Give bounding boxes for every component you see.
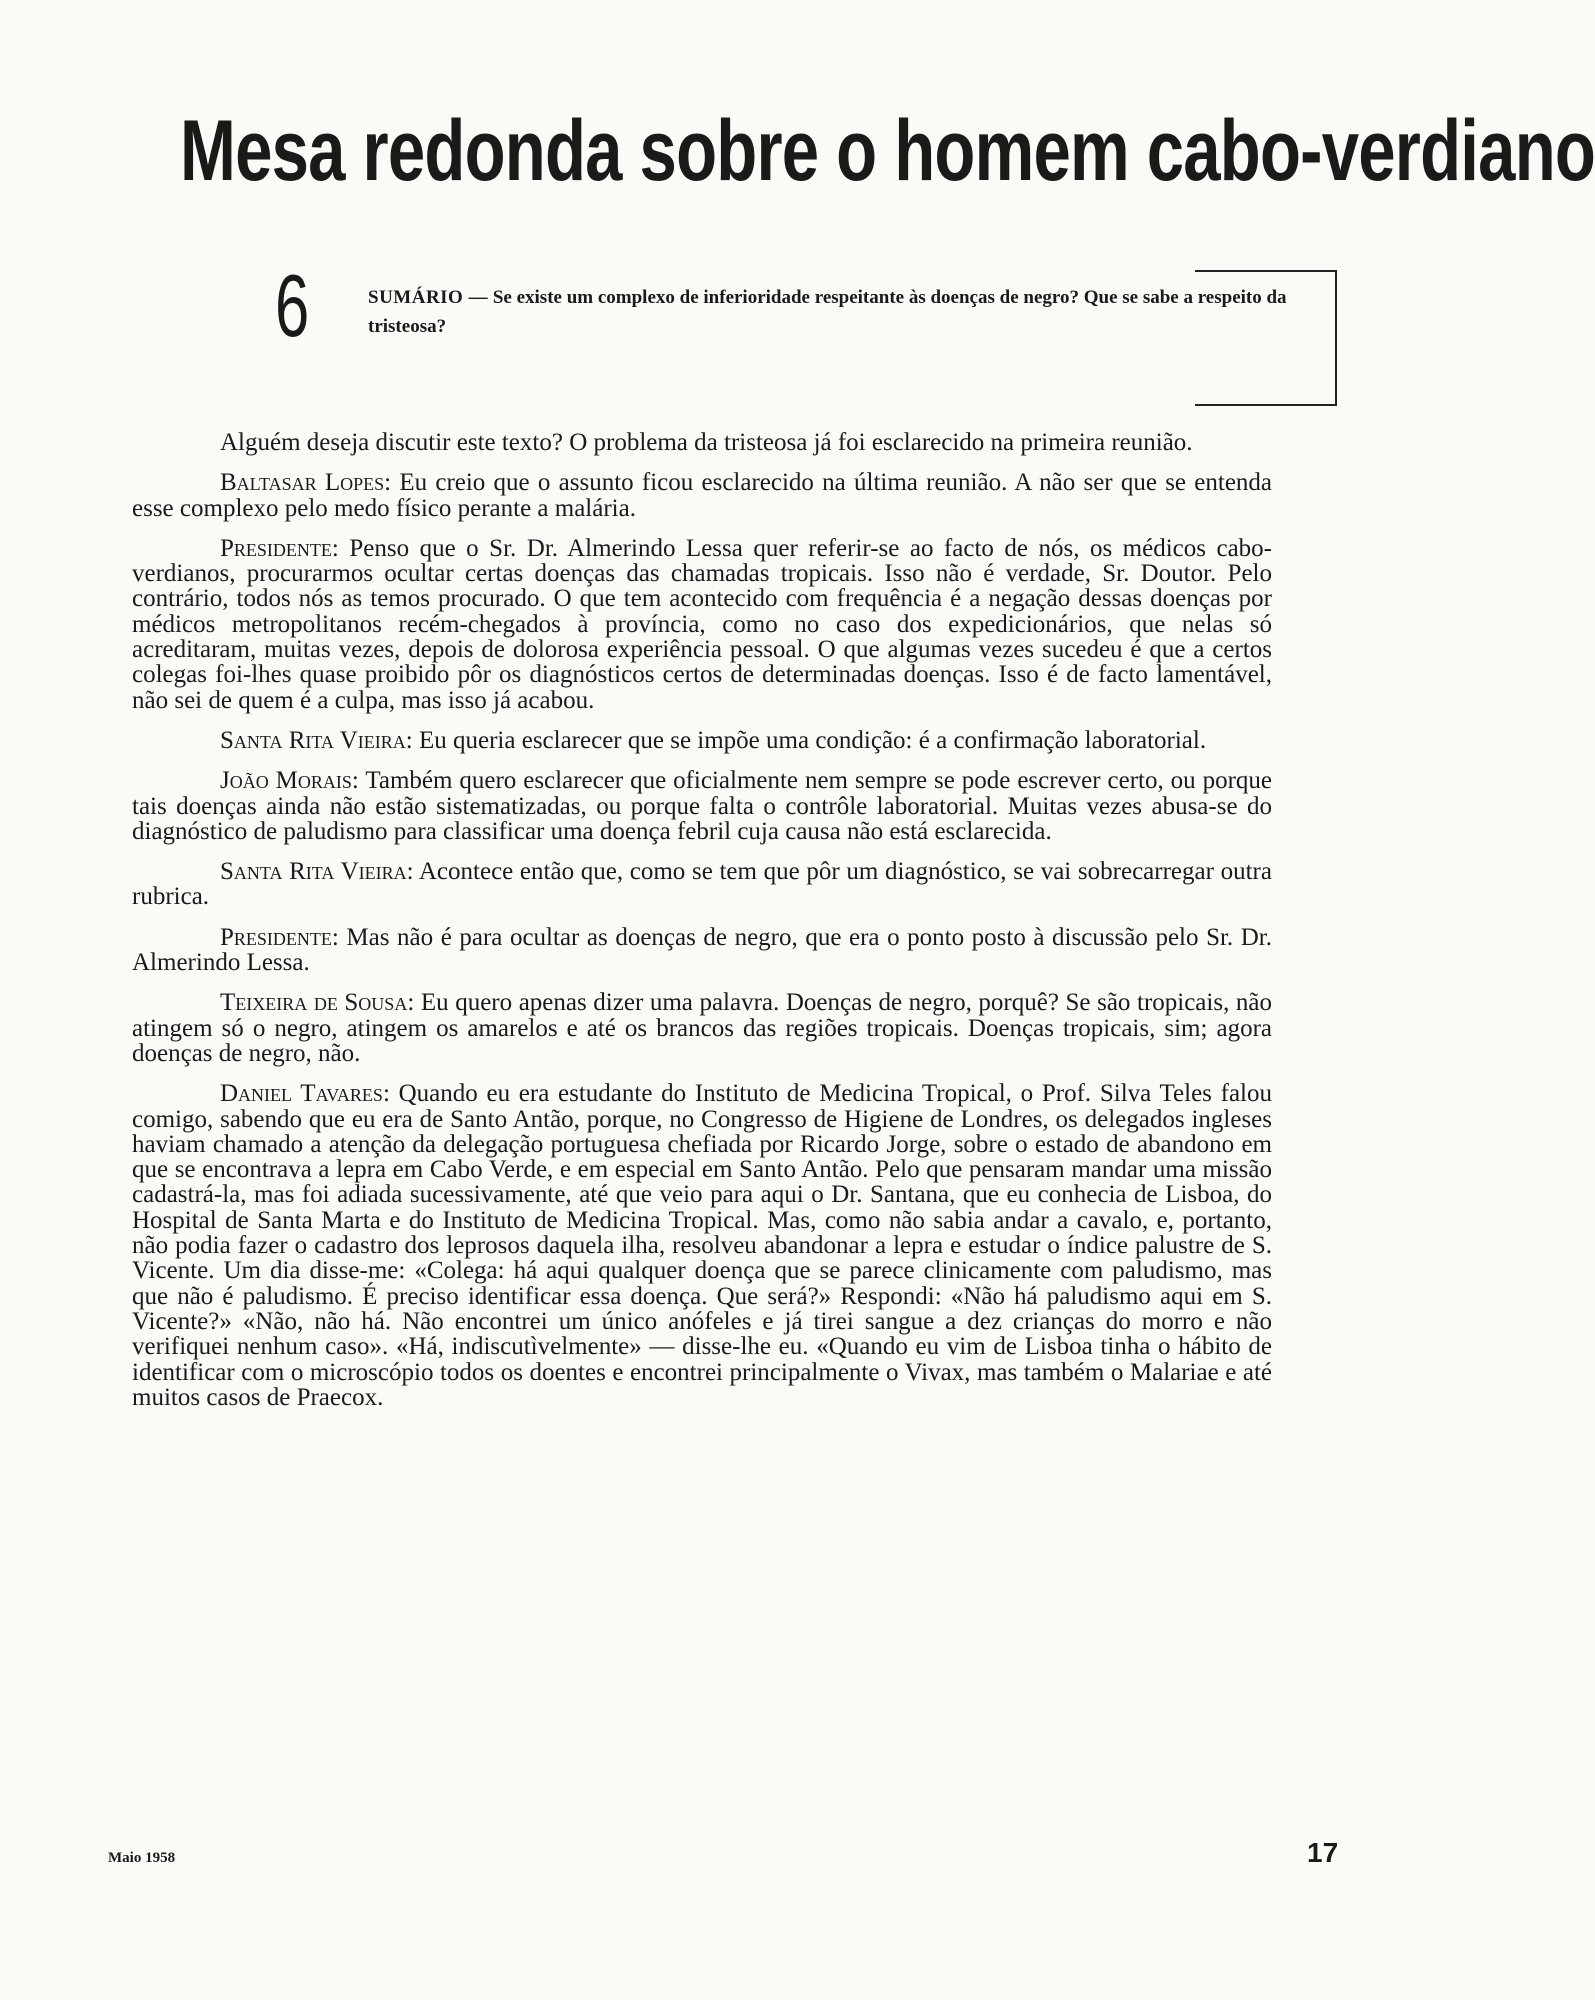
summary-lead: SUMÁRIO —: [368, 287, 489, 308]
paragraph-text: Eu quero apenas dizer uma palavra. Doenças de negro, porquê? Se são tropicais, não atingem só o negro, atingem os amarelos e até os brancos das regiões tropicais. Doenças tropicais, sim; agora doenças de negro, não.: [132, 989, 1272, 1067]
section-number: 6: [275, 256, 310, 355]
article-body: [132, 430, 1272, 1425]
paragraph-text: Penso que o Sr. Dr. Almerindo Lessa quer referir-se ao facto de nós, os médicos cabo-verdianos, procurarmos ocultar certas doenças das chamadas tropicais. Isso não é verdade, Sr. Doutor. Pelo contrário, todos nós as temos procurado. O que tem acontecido com frequência é a negação dessas doenças por médicos metropolitanos recém-chegados à província, como no caso dos expedicionários, que nelas só acreditaram, muitas vezes, depois de dolorosa experiência pessoal. O que algumas vezes sucedeu é que a certos colegas foi-lhes quase proibido pôr os diagnósticos certos de determinadas doenças. Isso é de facto lamentável, não sei de quem é a culpa, mas isso já acabou.: [132, 534, 1273, 714]
speaker-name: Santa Rita Vieira: [220, 858, 407, 886]
paragraph: Santa Rita Vieira: Acontece então que, como se tem que pôr um diagnóstico, se vai sobrecarregar outra rubrica.: [132, 858, 1272, 911]
speaker-name: Baltasar Lopes: [220, 469, 385, 497]
summary-text: Se existe um complexo de inferioridade respeitante às doenças de negro? Que se sabe a respeito da tristeosa?: [368, 287, 1287, 337]
summary-bracket: [1195, 270, 1337, 406]
paragraph-text: Eu creio que o assunto ficou esclarecido na última reunião. A não ser que se entenda esse complexo pelo medo físico perante a malária.: [132, 469, 1273, 522]
speaker-name: Teixeira de Sousa: [220, 989, 408, 1017]
page-title: Mesa redonda sobre o homem cabo-verdiano: [180, 103, 1595, 199]
paragraph: Teixeira de Sousa: Eu quero apenas dizer uma palavra. Doenças de negro, porquê? Se são tropicais, não atingem só o negro, atingem os amarelos e até os brancos das regiões tropicais. Doenças tropicais, sim; agora doenças de negro, não.: [132, 989, 1272, 1067]
paragraph: [132, 430, 1272, 455]
paragraph: Santa Rita Vieira: Eu queria esclarecer que se impõe uma condição: é a confirmação laboratorial.: [220, 726, 1207, 754]
paragraph-text: Alguém deseja discutir este texto? O problema da tristeosa já foi esclarecido na primeira reunião.: [220, 429, 1193, 456]
page-number: 17: [1307, 1837, 1339, 1868]
paragraph: João Morais: Também quero esclarecer que oficialmente nem sempre se pode escrever certo, ou porque tais doenças ainda não estão sistematizadas, ou porque falta o contrôle laboratorial. Muitas vezes abusa-se do diagnóstico de paludismo para classificar uma doença febril cuja causa não está esclarecida.: [132, 767, 1273, 845]
paragraph-text: Quando eu era estudante do Instituto de Medicina Tropical, o Prof. Silva Teles falou comigo, sabendo que eu era de Santo Antão, porque, no Congresso de Higiene de Londres, os delegados ingleses haviam chamado a atenção da delegação portuguesa chefiada por Ricardo Jorge, sobre o estado de abandono em que se encontrava a lepra em Cabo Verde, e em especial em Santo Antão. Pelo que pensaram mandar uma missão cadastrá-la, mas foi adiada sucessivamente, até que veio para aqui o Dr. Santana, que eu conhecia de Lisboa, do Hospital de Santa Marta e do Instituto de Medicina Tropical. Mas, como não sabia andar a cavalo, e, portanto, não podia fazer o cadastro dos leprosos daquela ilha, resolveu abandonar a lepra e estudar o índice palustre de S. Vicente. Um dia disse-me: «Colega: há aqui qualquer doença que se parece clinicamente com paludismo, mas que não é paludismo. É preciso identificar essa doença. Que será?» Respondi: «Não há paludismo aqui em S. Vicente?» «Não, não há. Não encontrei um único anófeles e já tirei sangue a dez crianças do morro e não verifiquei nenhum caso». «Há, indiscutìvelmente» — disse-lhe eu. «Quando eu vim de Lisboa tinha o hábito de identificar com o microscópio todos os doentes e encontrei principalmente o Vivax, mas também o Malariae e até muitos casos de Praecox.: [132, 1080, 1272, 1411]
paragraph: Presidente: Penso que o Sr. Dr. Almerindo Lessa quer referir-se ao facto de nós, os médicos cabo-verdianos, procurarmos ocultar certas doenças das chamadas tropicais. Isso não é verdade, Sr. Doutor. Pelo contrário, todos nós as temos procurado. O que tem acontecido com frequência é a negação dessas doenças por médicos metropolitanos recém-chegados à província, como no caso dos expedicionários, que nelas só acreditaram, muitas vezes, depois de dolorosa experiência pessoal. O que algumas vezes sucedeu é que a certos colegas foi-lhes quase proibido pôr os diagnósticos certos de determinadas doenças. Isso é de facto lamentável, não sei de quem é a culpa, mas isso já acabou.: [132, 534, 1273, 714]
speaker-name: Santa Rita Vieira: [220, 726, 406, 754]
summary-box: [368, 283, 1288, 341]
paragraph: Baltasar Lopes: Eu creio que o assunto ficou esclarecido na última reunião. A não ser que se entenda esse complexo pelo medo físico perante a malária.: [132, 469, 1273, 522]
issue-date: Maio 1958: [108, 1850, 176, 1866]
paragraph-text: Mas não é para ocultar as doenças de negro, que era o ponto posto à discussão pelo Sr. Dr. Almerindo Lessa.: [132, 923, 1272, 977]
speaker-name: Presidente: [220, 534, 332, 562]
paragraph: Presidente: Mas não é para ocultar as doenças de negro, que era o ponto posto à discussão pelo Sr. Dr. Almerindo Lessa.: [132, 923, 1272, 977]
paragraph-text: Também quero esclarecer que oficialmente nem sempre se pode escrever certo, ou porque tais doenças ainda não estão sistematizadas, ou porque falta o contrôle laboratorial. Muitas vezes abusa-se do diagnóstico de paludismo para classificar uma doença febril cuja causa não está esclarecida.: [132, 767, 1273, 845]
paragraph-text: Acontece então que, como se tem que pôr um diagnóstico, se vai sobrecarregar outra rubrica.: [132, 858, 1272, 911]
paragraph-text: Eu queria esclarecer que se impõe uma condição: é a confirmação laboratorial.: [418, 726, 1207, 754]
paragraph: Daniel Tavares: Quando eu era estudante do Instituto de Medicina Tropical, o Prof. Silva Teles falou comigo, sabendo que eu era de Santo Antão, porque, no Congresso de Higiene de Londres, os delegados ingleses haviam chamado a atenção da delegação portuguesa chefiada por Ricardo Jorge, sobre o estado de abandono em que se encontrava a lepra em Cabo Verde, e em especial em Santo Antão. Pelo que pensaram mandar uma missão cadastrá-la, mas foi adiada sucessivamente, até que veio para aqui o Dr. Santana, que eu conhecia de Lisboa, do Hospital de Santa Marta e do Instituto de Medicina Tropical. Mas, como não sabia andar a cavalo, e, portanto, não podia fazer o cadastro dos leprosos daquela ilha, resolveu abandonar a lepra e estudar o índice palustre de S. Vicente. Um dia disse-me: «Colega: há aqui qualquer doença que se parece clinicamente com paludismo, mas que não é paludismo. É preciso identificar essa doença. Que será?» Respondi: «Não há paludismo aqui em S. Vicente?» «Não, não há. Não encontrei um único anófeles e já tirei sangue a dez crianças do morro e não verifiquei nenhum caso». «Há, indiscutìvelmente» — disse-lhe eu. «Quando eu vim de Lisboa tinha o hábito de identificar com o microscópio todos os doentes e encontrei principalmente o Vivax, mas também o Malariae e até muitos casos de Praecox.: [132, 1080, 1272, 1411]
speaker-name: Daniel Tavares: [220, 1080, 383, 1108]
speaker-name: Presidente: [220, 923, 332, 951]
speaker-name: João Morais: [220, 767, 352, 795]
